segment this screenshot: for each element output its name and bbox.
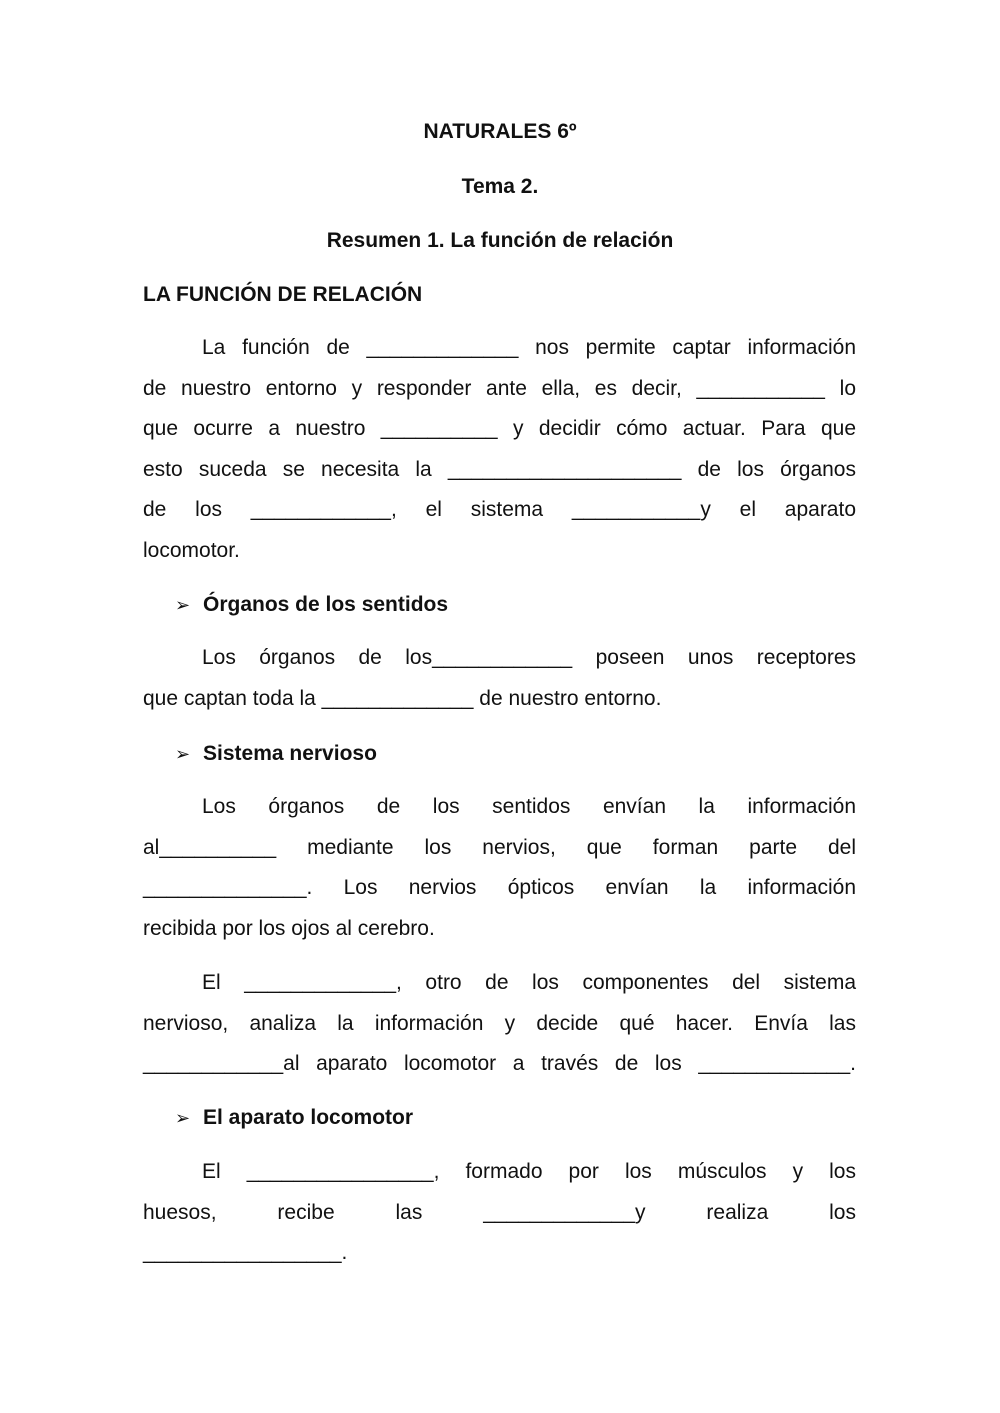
paragraph-line: El _____________, otro de los componentes del sistema (202, 971, 856, 994)
paragraph-line: nervioso, analiza la información y decide qué hacer. Envía las (143, 1011, 856, 1035)
intro-paragraph (143, 328, 856, 571)
paragraph-line: al__________ mediante los nervios, que forman parte del (143, 835, 856, 859)
subject-title: NATURALES 6º (423, 120, 577, 143)
paragraph-line: ____________al aparato locomotor a través de los _____________. (143, 1052, 856, 1075)
aparato-paragraph (143, 1152, 856, 1274)
paragraph-line: esto suceda se necesita la ____________________ de los órganos (143, 457, 856, 481)
aparato-heading-text: El aparato locomotor (203, 1106, 414, 1129)
section-title: LA FUNCIÓN DE RELACIÓN (143, 283, 423, 306)
organos-paragraph (143, 638, 856, 719)
paragraph-line: que ocurre a nuestro __________ y decidir cómo actuar. Para que (143, 417, 856, 440)
paragraph-line: de nuestro entorno y responder ante ella, es decir, ___________ lo (143, 376, 856, 400)
sistema-heading-text: Sistema nervioso (203, 742, 377, 765)
sistema-heading (175, 741, 377, 767)
topic-title: Tema 2. (461, 175, 539, 198)
sistema-paragraph-2 (143, 963, 856, 1085)
paragraph-line: _________________. (143, 1241, 348, 1264)
paragraph-line: Los órganos de los____________ poseen unos receptores (202, 646, 856, 669)
paragraph-line: huesos, recibe las _____________y realiza los (143, 1200, 856, 1224)
organos-heading (175, 592, 448, 618)
arrow-bullet-icon: ➢ (175, 1108, 191, 1128)
paragraph-line: que captan toda la _____________ de nuestro entorno. (143, 686, 662, 710)
summary-title: Resumen 1. La función de relación (326, 229, 674, 252)
paragraph-line: recibida por los ojos al cerebro. (143, 916, 435, 940)
paragraph-line: ______________. Los nervios ópticos envían la información (143, 876, 856, 899)
arrow-bullet-icon: ➢ (175, 595, 191, 615)
paragraph-line: La función de _____________ nos permite captar información (202, 336, 856, 359)
paragraph-line: El ________________, formado por los músculos y los (202, 1160, 856, 1183)
paragraph-line: de los ____________, el sistema ___________y el aparato (143, 498, 856, 521)
sistema-paragraph-1 (143, 787, 856, 949)
arrow-bullet-icon: ➢ (175, 744, 191, 764)
paragraph-line: Los órganos de los sentidos envían la información (202, 795, 856, 818)
organos-heading-text: Órganos de los sentidos (203, 593, 449, 616)
aparato-heading (175, 1105, 413, 1131)
paragraph-line: locomotor. (143, 538, 240, 562)
